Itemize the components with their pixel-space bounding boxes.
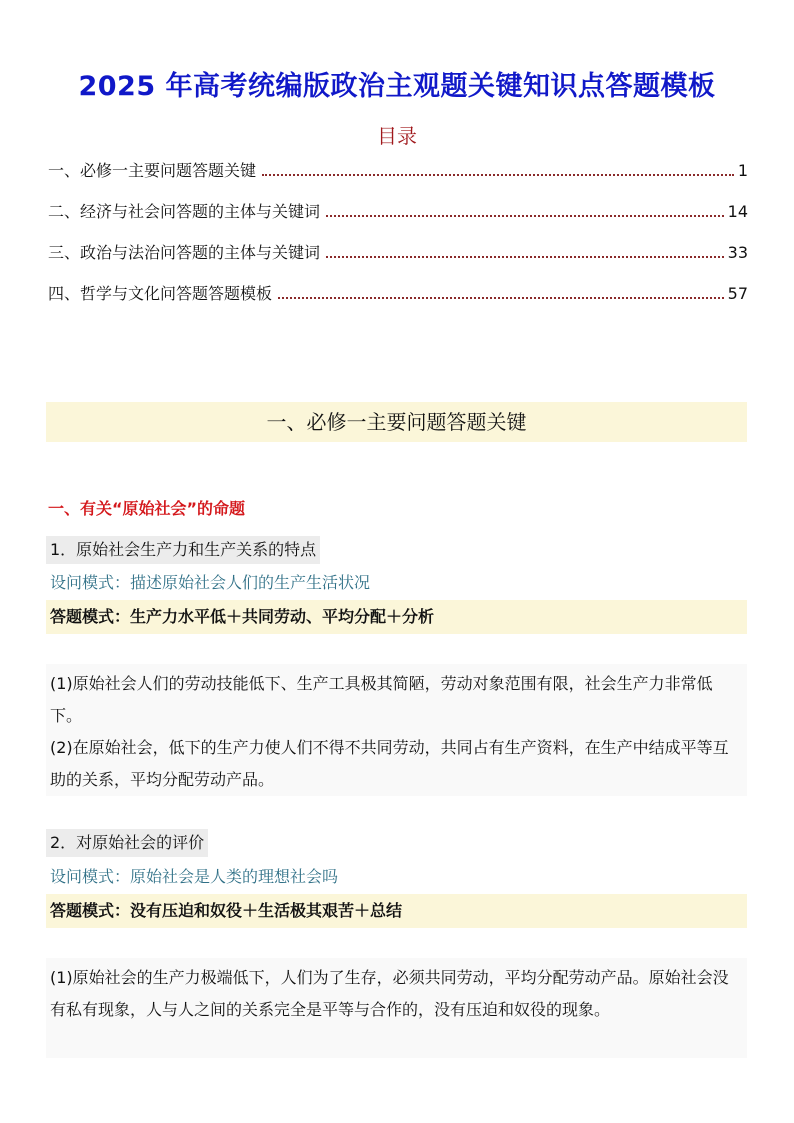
question-title: 2．对原始社会的评价 [46, 829, 208, 857]
toc-dot-leader [278, 296, 724, 299]
toc-entry-page: 14 [727, 202, 748, 221]
answer-body [46, 958, 747, 1058]
toc-dot-leader [326, 255, 724, 258]
section-heading: 一、有关“原始社会”的命题 [48, 499, 246, 518]
toc-entry-page: 33 [727, 243, 748, 262]
document-title: 2025 年高考统编版政治主观题关键知识点答题模板 [78, 71, 716, 102]
toc-dot-leader [326, 214, 724, 217]
toc-entry-label: 一、必修一主要问题答题关键 [48, 161, 257, 180]
table-of-contents [48, 158, 748, 322]
toc-entry-page: 57 [727, 284, 748, 303]
question-title: 1．原始社会生产力和生产关系的特点 [46, 536, 320, 564]
answer-template: 答题模式：没有压迫和奴役＋生活极其艰苦＋总结 [46, 894, 747, 928]
chapter-banner: 一、必修一主要问题答题关键 [46, 402, 747, 442]
toc-entry[interactable] [48, 281, 748, 322]
toc-entry[interactable] [48, 240, 748, 281]
question-prompt: 设问模式：原始社会是人类的理想社会吗 [50, 867, 339, 886]
answer-paragraph: (1)原始社会的生产力极端低下，人们为了生存，必须共同劳动，平均分配劳动产品。原始社会没有私有现象，人与人之间的关系完全是平等与合作的，没有压迫和奴役的现象。 [50, 968, 729, 1019]
toc-entry-label: 四、哲学与文化问答题答题模板 [48, 284, 273, 303]
answer-paragraph: (1)原始社会人们的劳动技能低下、生产工具极其简陋，劳动对象范围有限，社会生产力非常低下。 [50, 674, 713, 725]
toc-entry[interactable] [48, 158, 748, 199]
toc-entry-label: 二、经济与社会问答题的主体与关键词 [48, 202, 321, 221]
toc-entry-label: 三、政治与法治问答题的主体与关键词 [48, 243, 321, 262]
toc-entry-page: 1 [737, 161, 748, 180]
answer-body [46, 664, 747, 796]
question-prompt: 设问模式：描述原始社会人们的生产生活状况 [50, 573, 371, 592]
toc-heading: 目录 [377, 124, 417, 148]
toc-dot-leader [262, 173, 734, 176]
answer-template: 答题模式：生产力水平低＋共同劳动、平均分配＋分析 [46, 600, 747, 634]
answer-paragraph: (2)在原始社会，低下的生产力使人们不得不共同劳动，共同占有生产资料，在生产中结成平等互助的关系，平均分配劳动产品。 [50, 738, 729, 789]
toc-entry[interactable] [48, 199, 748, 240]
